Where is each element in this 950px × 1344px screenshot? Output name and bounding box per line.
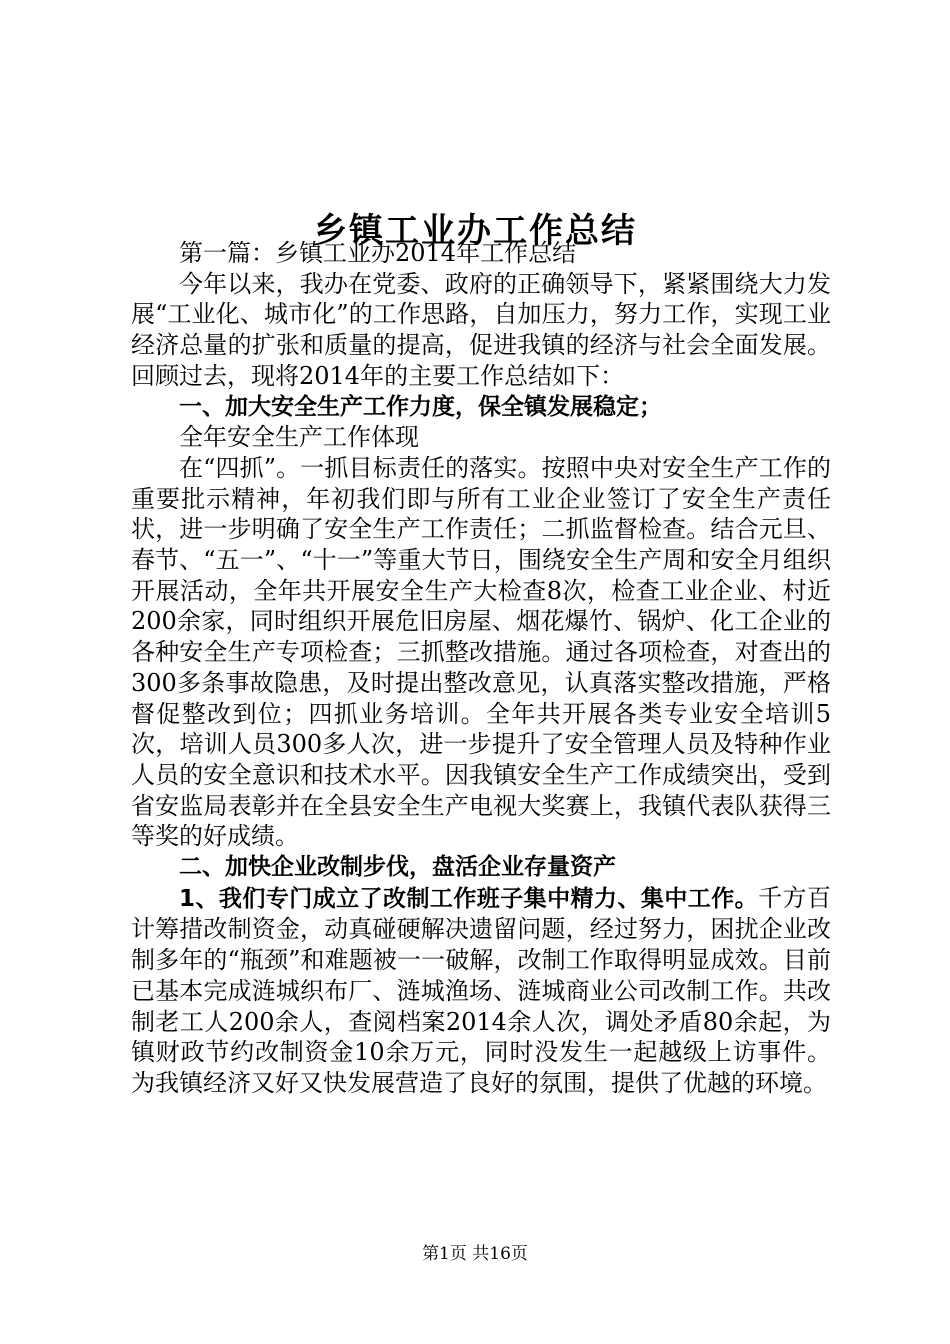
document-body	[131, 238, 831, 1099]
paragraph-safety-details: 在“四抓”。一抓目标责任的落实。按照中央对安全生产工作的重要批示精神，年初我们即与所有工业企业签订了安全生产责任状，进一步明确了安全生产工作责任；二抓监督检查。结合元旦、春节、“五一”、“十一”等重大节日，围绕安全生产周和安全月组织开展活动，全年共开展安全生产大检查8次，检查工业企业、村近200余家，同时组织开展危旧房屋、烟花爆竹、锅炉、化工企业的各种安全生产专项检查；三抓整改措施。通过各项检查，对查出的300多条事故隐患，及时提出整改意见，认真落实整改措施，严格督促整改到位；四抓业务培训。全年共开展各类专业安全培训5次，培训人员300多人次，进一步提升了安全管理人员及特种作业人员的安全意识和技术水平。因我镇安全生产工作成绩突出，受到省安监局表彰并在全县安全生产电视大奖赛上，我镇代表队获得三等奖的好成绩。	[131, 453, 831, 851]
section-heading-safety: 一、加大安全生产工作力度，保全镇发展稳定；	[179, 393, 662, 420]
section-heading-reform: 二、加快企业改制步伐，盘活企业存量资产	[179, 854, 616, 881]
paragraph-reform-text: 千方百计筹措改制资金，动真碰硬解决遗留问题，经过努力，困扰企业改制多年的“瓶颈”和难题被一一破解，改制工作取得明显成效。目前已基本完成涟城织布厂、涟城渔场、涟城商业公司改制工作。共改制老工人200余人，查阅档案2014余人次，调处矛盾80余起，为镇财政节约改制资金10余万元，同时没发生一起越级上访事件。为我镇经济又好又快发展营造了良好的氛围，提供了优越的环境。	[131, 883, 831, 1097]
document-title: 乡镇工业办工作总结	[313, 210, 637, 251]
paragraph-intro-heading: 第一篇：乡镇工业办2014年工作总结	[179, 239, 577, 267]
paragraph-reform-details	[131, 883, 831, 1099]
paragraph-overview: 今年以来，我办在党委、政府的正确领导下，紧紧围绕大力发展“工业化、城市化”的工作思路，自加压力，努力工作，实现工业经济总量的扩张和质量的提高，促进我镇的经济与社会全面发展。回顾过去，现将2014年的主要工作总结如下：	[131, 269, 831, 390]
paragraph-reform-lead: 1、我们专门成立了改制工作班子集中精力、集中工作。	[179, 885, 759, 912]
paragraph-safety-intro: 全年安全生产工作体现	[179, 423, 419, 452]
page-footer: 第1页 共16页	[422, 1244, 528, 1264]
